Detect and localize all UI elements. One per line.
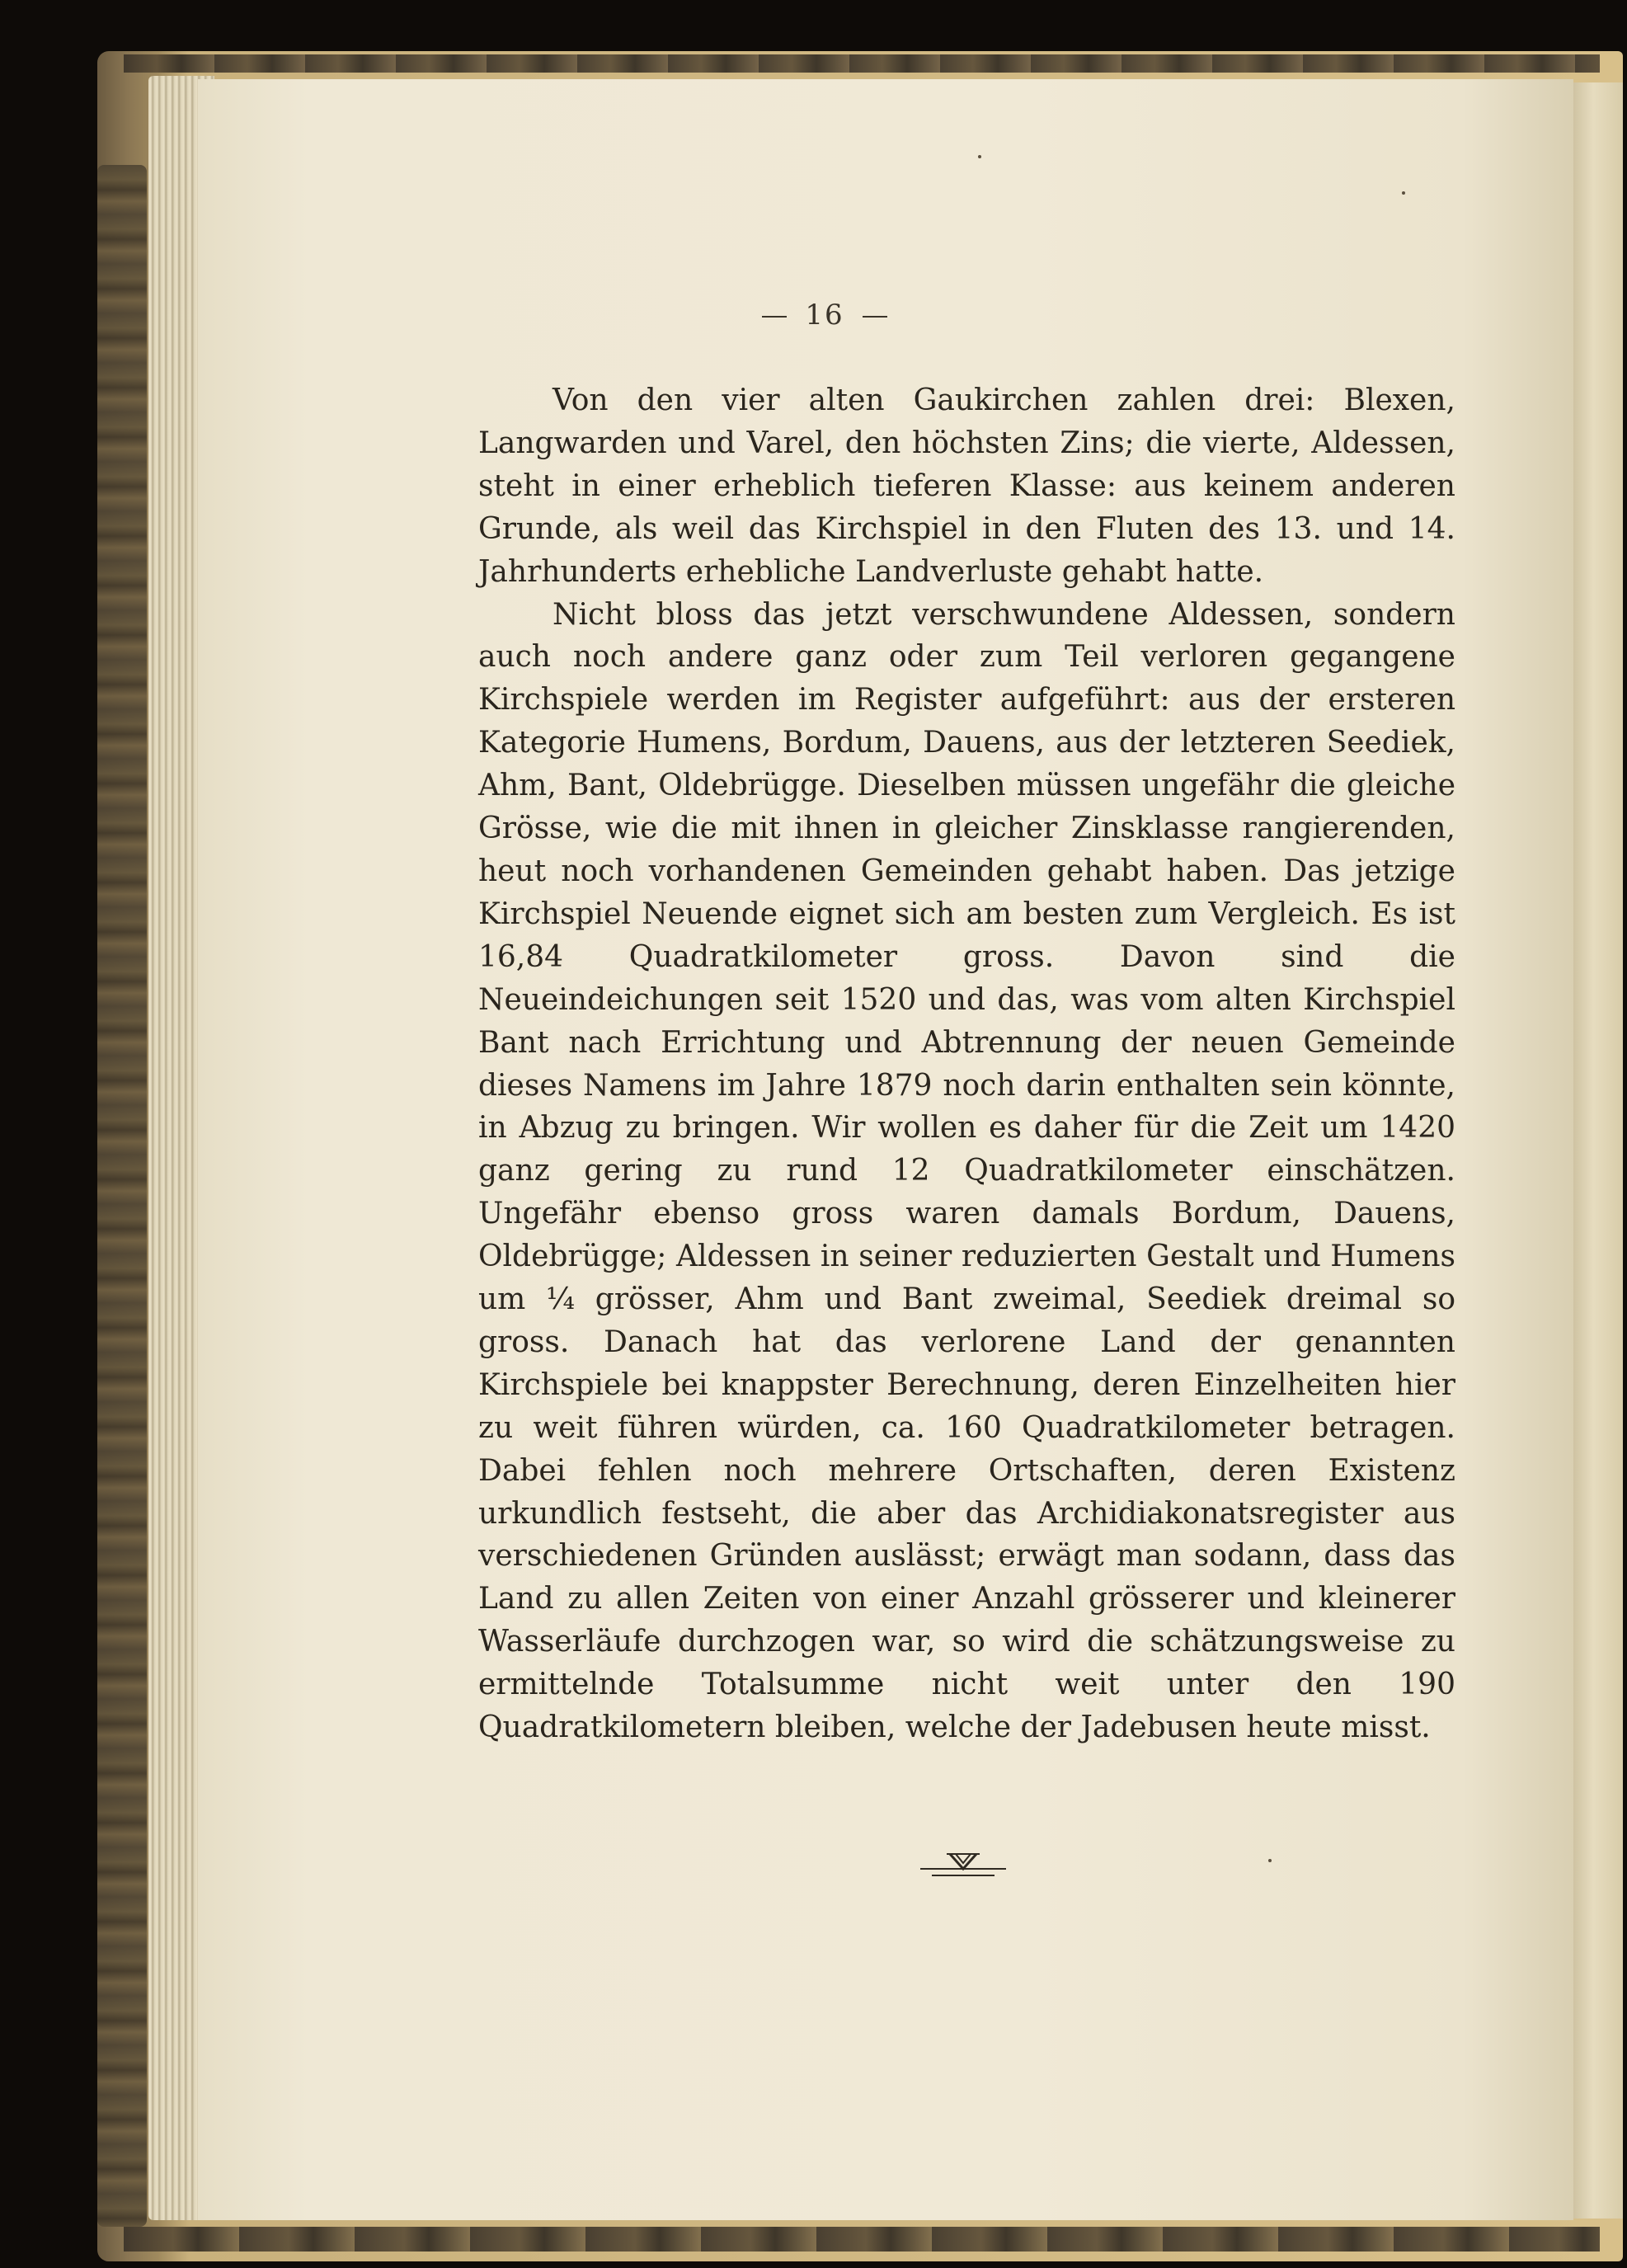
paragraph-2: Nicht bloss das jetzt verschwundene Aldessen, sondern auch noch andere ganz oder zum Teil verloren gegangene Kirchspiele werden im Register aufgeführt: aus der ersteren Kategorie Humens, Bordum, Dauens, aus der letzteren Seediek, Ahm, Bant, Oldebrügge. Dieselben müssen ungefähr die gleiche Grösse, wie die mit ihnen in gleicher Zinsklasse rangierenden, heut noch vorhandenen Gemeinden gehabt haben. Das jetzige Kirchspiel Neuende eignet sich am besten zum Vergleich. Es ist 16,84 Quadratkilometer gross. Davon sind die Neueindeichungen seit 1520 und das, was vom alten Kirchspiel Bant nach Errichtung und Abtrennung der neuen Gemeinde dieses Namens im Jahre 1879 noch darin enthalten sein könnte, in Abzug zu bringen. Wir wollen es daher für die Zeit um 1420 ganz gering zu rund 12 Quadratkilometer einschätzen. Ungefähr ebenso gross waren damals Bordum, Dauens, Oldebrügge; Aldessen in seiner reduzierten Gestalt und Humens um ¼ grösser, Ahm und Bant zweimal, Seediek dreimal so gross. Danach hat das verlorene Land der genannten Kirchspiele bei knappster Berechnung, deren Einzelheiten hier zu weit führen würden, ca. 160 Quadratkilometer betragen. Dabei fehlen noch mehrere Ortschaften, deren Existenz urkundlich festseht, die aber das Archidiakonatsregister aus verschiedenen Gründen auslässt; erwägt man sodann, dass das Land zu allen Zeiten von einer Anzahl grösserer und kleinerer Wasserläufe durchzogen war, so wird die schätzungsweise zu ermittelnde Totalsumme nicht weit unter den 190 Quadratkilometern bleiben, welche der Jadebusen heute misst. xyxy=(478,597,1455,1745)
facing-page-edge xyxy=(1573,82,1623,2219)
dash-left xyxy=(762,316,787,318)
paragraph-1: Von den vier alten Gaukirchen zahlen drei: Blexen, Langwarden und Varel, den höchsten Zins; die vierte, Aldessen, steht in einer erheblich tieferen Klasse: aus keinem anderen Grunde, als weil das Kirchspiel in den Fluten des 13. und 14. Jahrhunderts erhebliche Landverluste gehabt hatte. xyxy=(478,383,1455,589)
page-number: 16 xyxy=(805,299,844,332)
paper-speck xyxy=(1268,1859,1272,1862)
body-text xyxy=(478,379,1455,1749)
dash-right xyxy=(863,316,887,318)
paper-speck xyxy=(1402,191,1405,195)
paper-speck xyxy=(978,155,981,158)
cover-bottom-edge xyxy=(124,2227,1600,2252)
cover-top-edge xyxy=(124,54,1600,73)
end-vignette-icon xyxy=(920,1844,1006,1884)
page-number-header xyxy=(680,299,969,332)
book-spine xyxy=(97,165,147,2227)
